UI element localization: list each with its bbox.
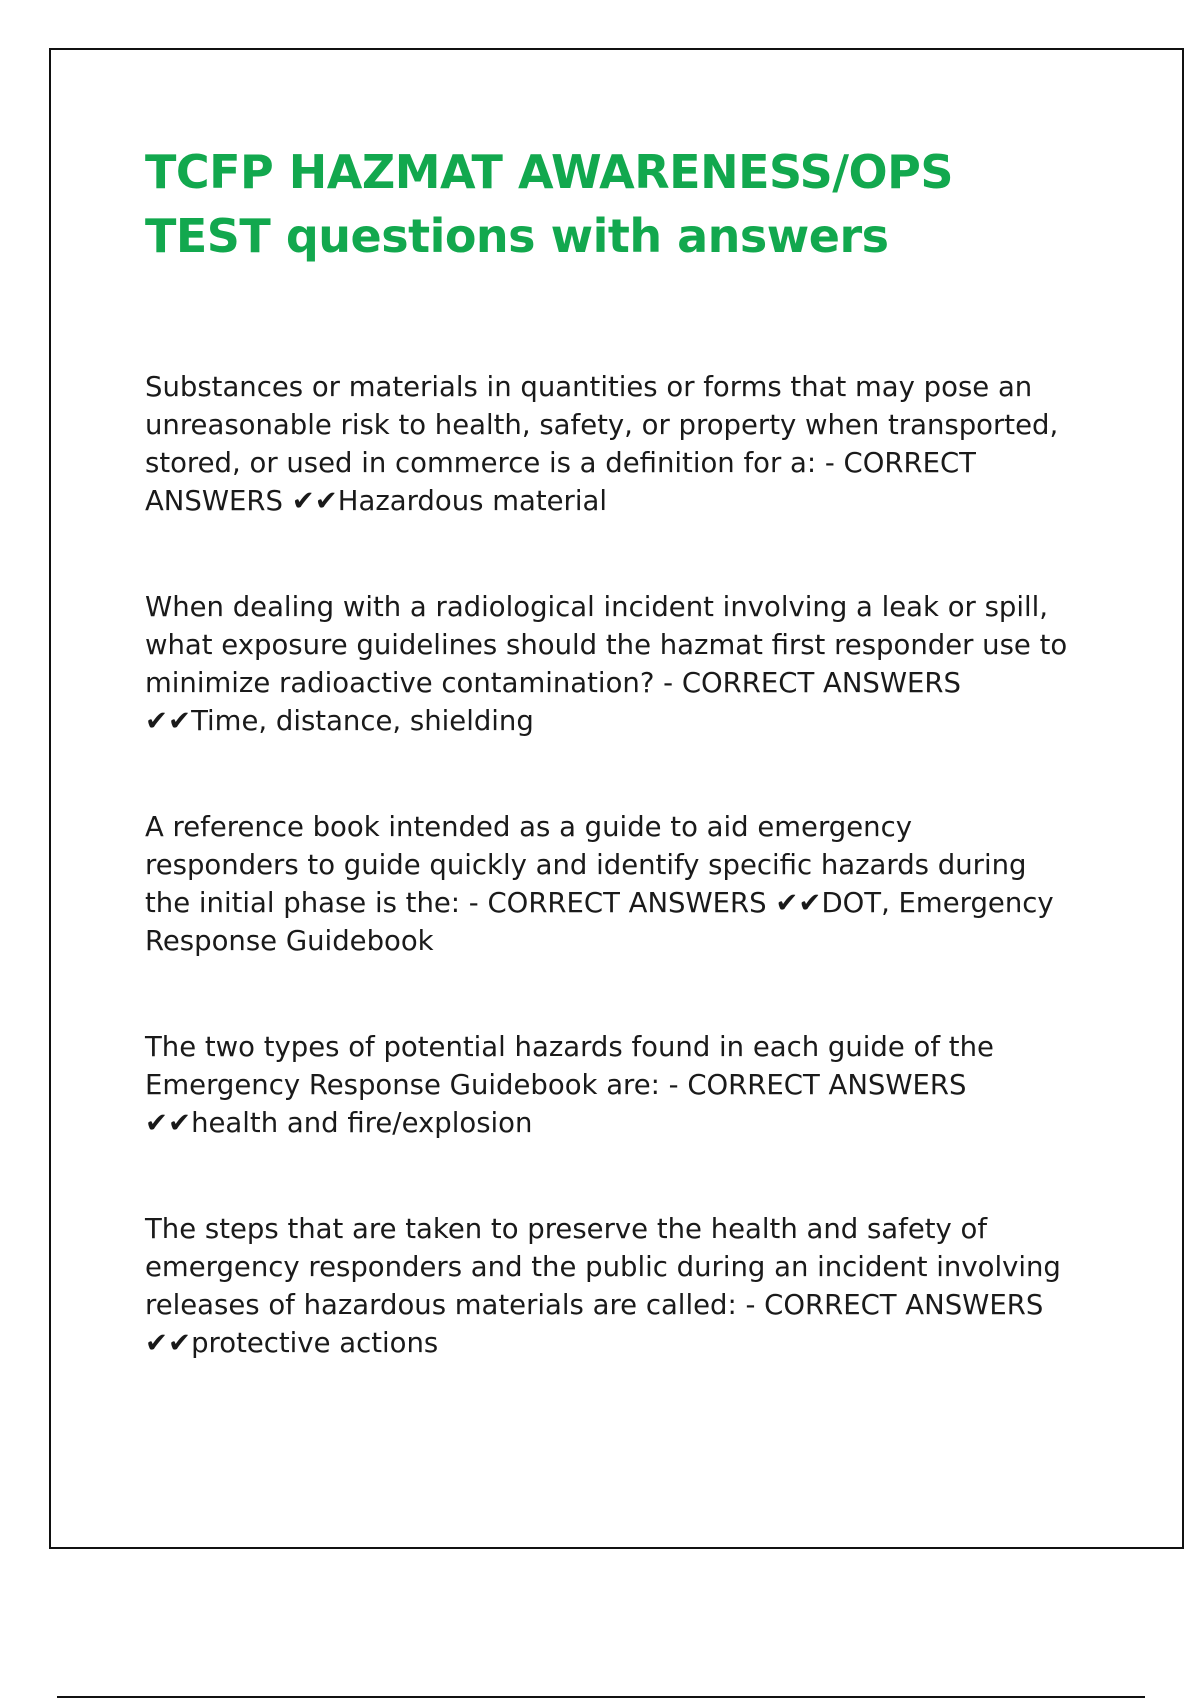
qa-item: The two types of potential hazards found in each guide of the Emergency Response Guidebook are: - CORRECT ANSWERS ✔✔health and fire/explosion <box>145 1031 994 1139</box>
qa-item: When dealing with a radiological incident involving a leak or spill, what exposure guidelines should the hazmat first responder use to minimize radioactive contamination? - CORRECT ANSWERS ✔✔Time, distance, shielding <box>145 591 1068 737</box>
document-title: TCFP HAZMAT AWARENESS/OPS TEST questions with answers <box>145 145 953 263</box>
qa-item: A reference book intended as a guide to aid emergency responders to guide quickly and identify specific hazards during the initial phase is the: - CORRECT ANSWERS ✔✔DOT, Emergency Response Guidebook <box>145 811 1054 957</box>
qa-list <box>145 368 1100 1362</box>
footer-rule <box>57 1696 1145 1698</box>
qa-item: Substances or materials in quantities or forms that may pose an unreasonable risk to health, safety, or property when transported, stored, or used in commerce is a definition for a: - CORRECT ANSWERS ✔✔Hazardous material <box>145 371 1059 517</box>
qa-item: The steps that are taken to preserve the health and safety of emergency responders and the public during an incident involving releases of hazardous materials are called: - CORRECT ANSWERS ✔✔protective actions <box>145 1213 1061 1359</box>
